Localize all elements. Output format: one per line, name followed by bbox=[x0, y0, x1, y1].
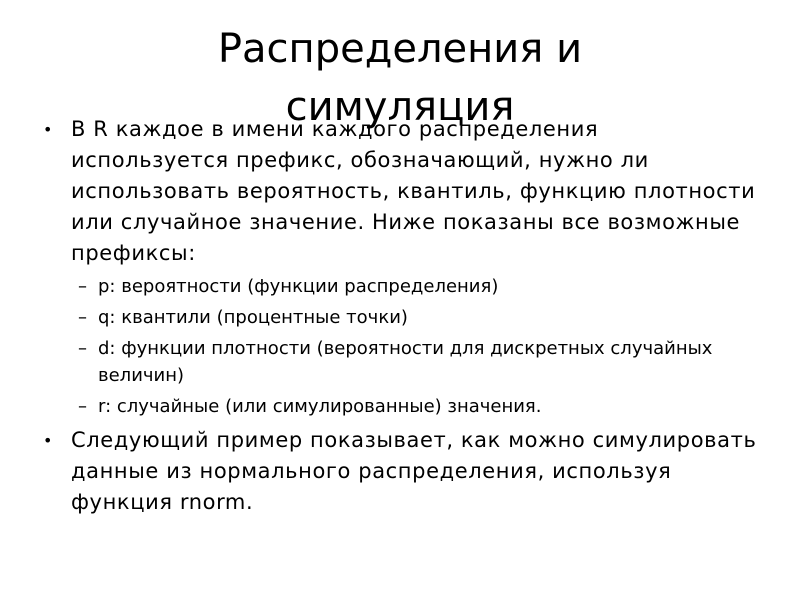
bullet-marker: • bbox=[43, 120, 54, 139]
sub-item-text: q: квантили (процентные точки) bbox=[98, 307, 408, 328]
bullet-text: Следующий пример показывает, как можно симулировать данные из нормального распределения, используя функция rnorm. bbox=[71, 428, 757, 514]
dash-marker: – bbox=[78, 338, 87, 359]
slide-title: Распределения и симуляция bbox=[217, 26, 583, 130]
slide-body bbox=[40, 114, 760, 522]
bullet-item-prefixes bbox=[40, 114, 760, 269]
sub-item-text: d: функции плотности (вероятности для дискретных случайных величин) bbox=[98, 338, 713, 386]
bullet-marker: • bbox=[43, 431, 54, 450]
dash-marker: – bbox=[78, 307, 87, 328]
sub-item-text: r: случайные (или симулированные) значения. bbox=[98, 396, 542, 417]
bullet-item-example bbox=[40, 425, 760, 518]
bullet-text: В R каждое в имени каждого распределения используется префикс, обозначающий, нужно ли использовать вероятность, квантиль, функцию плотности или случайное значение. Ниже показаны все возможные префиксы: bbox=[71, 117, 756, 265]
sub-list bbox=[40, 273, 760, 420]
sub-item-text: p: вероятности (функции распределения) bbox=[98, 276, 499, 297]
sub-item-p bbox=[40, 273, 760, 300]
sub-item-r bbox=[40, 393, 760, 420]
dash-marker: – bbox=[78, 276, 87, 297]
sub-item-q bbox=[40, 304, 760, 331]
sub-item-d bbox=[40, 335, 760, 389]
dash-marker: – bbox=[78, 396, 87, 417]
